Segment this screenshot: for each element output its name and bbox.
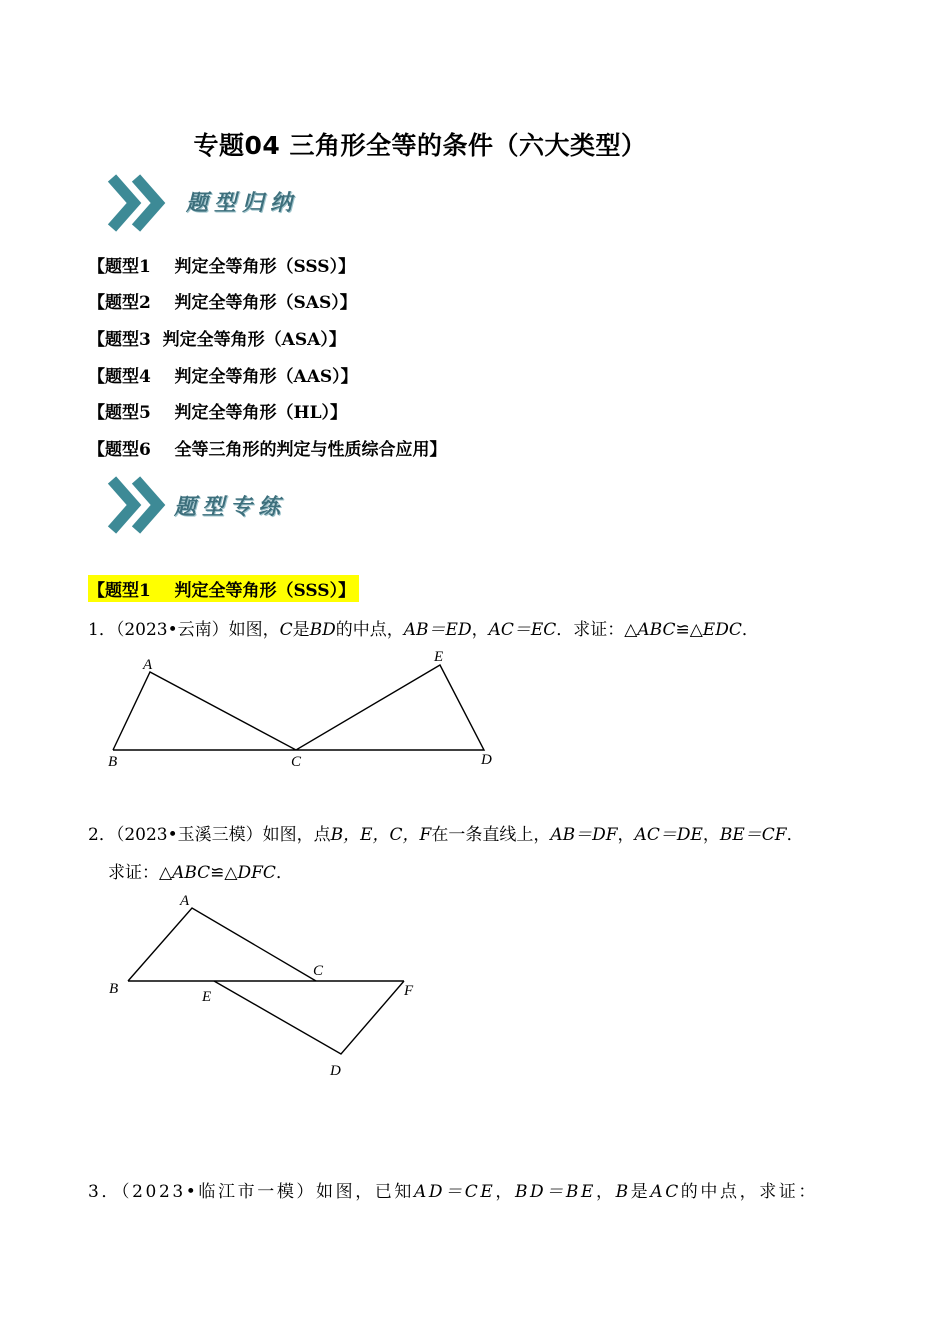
banner-practice-label: 题型专练 bbox=[174, 495, 287, 520]
q1-text: 是 bbox=[292, 620, 310, 640]
q1-text: ， bbox=[471, 620, 489, 640]
fig2-label-F: F bbox=[404, 983, 414, 999]
fig2-label-C: C bbox=[313, 963, 324, 979]
q3-var: AC bbox=[650, 1182, 681, 1202]
q1-source: （2023•云南） bbox=[115, 620, 229, 640]
q2-source: （2023•玉溪三模） bbox=[115, 825, 263, 845]
q3-text: 是 bbox=[630, 1182, 651, 1202]
figure-2-triangle-def bbox=[214, 981, 404, 1054]
fig1-label-A: A bbox=[143, 657, 153, 673]
figure-2-triangle-abc bbox=[128, 908, 316, 981]
question-3 bbox=[88, 1177, 818, 1202]
q3-text: ， bbox=[495, 1182, 515, 1202]
q1-var: BD bbox=[309, 620, 336, 640]
toc-item-6[interactable]: 【题型6 全等三角形的判定与性质综合应用】 bbox=[88, 440, 447, 460]
q3-source: （2023•临江市一模） bbox=[121, 1182, 317, 1202]
q1-text: 如图， bbox=[228, 620, 280, 640]
q2-condition: AC＝DE bbox=[634, 825, 703, 845]
fig2-label-D: D bbox=[330, 1063, 341, 1079]
toc-item-1[interactable]: 【题型1 判定全等角形（SSS）】 bbox=[88, 257, 356, 277]
q2-text: ． bbox=[275, 863, 293, 883]
q2-text: ≌△ bbox=[210, 863, 238, 883]
q2-condition: AB＝DF bbox=[550, 825, 618, 845]
fig2-label-B: B bbox=[109, 981, 119, 997]
q3-text: 如图，已知 bbox=[316, 1182, 415, 1202]
q1-condition: AC＝EC bbox=[488, 620, 557, 640]
q2-triangle: ABC bbox=[172, 863, 211, 883]
q2-text: 求证：△ bbox=[108, 863, 173, 883]
fig2-label-E: E bbox=[202, 989, 212, 1005]
figure-1-lines bbox=[113, 665, 484, 750]
fig1-label-C: C bbox=[291, 754, 302, 770]
q1-text: 的中点， bbox=[335, 620, 404, 640]
fig1-label-D: D bbox=[481, 752, 492, 768]
q2-triangle: DFC bbox=[237, 863, 276, 883]
page-title: 专题04 三角形全等的条件（六大类型） bbox=[193, 131, 647, 160]
q1-condition: AB＝ED bbox=[403, 620, 472, 640]
q3-text: 的中点，求证： bbox=[680, 1182, 818, 1202]
q1-text: ≌△ bbox=[675, 620, 703, 640]
figure-2 bbox=[100, 888, 430, 1083]
q2-condition: BE＝CF bbox=[719, 825, 787, 845]
q3-condition: BD＝BE bbox=[514, 1182, 596, 1202]
banner-summary-label: 题型归纳 bbox=[186, 191, 299, 216]
q2-text: 如图，点 bbox=[262, 825, 331, 845]
double-chevron-icon bbox=[104, 474, 174, 536]
q3-condition: AD＝CE bbox=[414, 1182, 496, 1202]
q2-text: ． bbox=[786, 825, 804, 845]
toc-item-5[interactable]: 【题型5 判定全等角形（HL）】 bbox=[88, 403, 348, 423]
figure-1 bbox=[100, 645, 510, 775]
double-chevron-icon bbox=[104, 172, 174, 234]
banner-practice bbox=[104, 474, 324, 536]
fig2-label-A: A bbox=[180, 893, 190, 909]
question-2-proof bbox=[108, 858, 293, 883]
q1-var: C bbox=[279, 620, 293, 640]
q3-text: ， bbox=[596, 1182, 616, 1202]
q2-text: 在一条直线上， bbox=[431, 825, 551, 845]
question-2: 2．（2023•玉溪三模）如图，点B，E，C，F在一条直线上，AB＝DF，AC＝DE，BE＝CF． bbox=[88, 825, 804, 845]
question-1 bbox=[88, 615, 759, 640]
q1-triangle: EDC bbox=[702, 620, 742, 640]
toc-item-4[interactable]: 【题型4 判定全等角形（AAS）】 bbox=[88, 367, 358, 387]
q2-points: B，E，C，F bbox=[330, 825, 432, 845]
q1-number: 1． bbox=[88, 620, 116, 640]
section-heading-1: 【题型1 判定全等角形（SSS）】 bbox=[88, 575, 359, 602]
fig1-label-E: E bbox=[434, 649, 444, 665]
banner-summary bbox=[104, 172, 324, 234]
toc-item-3[interactable]: 【题型3 判定全等角形（ASA）】 bbox=[88, 330, 346, 350]
fig1-label-B: B bbox=[108, 754, 118, 770]
toc-item-2[interactable]: 【题型2 判定全等角形（SAS）】 bbox=[88, 293, 357, 313]
q2-number: 2． bbox=[88, 825, 116, 845]
q3-var: B bbox=[615, 1182, 631, 1202]
q1-text: ． bbox=[741, 620, 759, 640]
q1-triangle: ABC bbox=[637, 620, 676, 640]
q3-number: 3． bbox=[88, 1182, 122, 1202]
q1-text: ．求证：△ bbox=[556, 620, 638, 640]
